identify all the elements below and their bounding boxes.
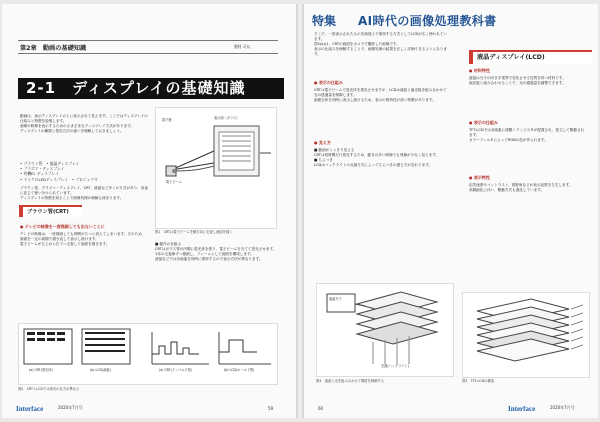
left-page: [2, 4, 296, 418]
bullet-2: • プラズマ・ディスプレイ: [20, 166, 65, 172]
author-name: 奥村 可仏: [234, 44, 251, 49]
right-issue: 2020年7月号: [550, 405, 575, 410]
right-text-1: そこで、一度表示されたものを画面上で保持する方式としてLCDが広く使われています。 図2(a)は、CRTの画面をカメラで撮影した画像です。 表示の仕組みを理解することで、画像処理の結果を正しく評価できるようになります。: [314, 32, 447, 56]
fig2-display-comparison: (a) CRT(発光体) (b) LCD(画素) (a) CRT(インパルス型) (b) LCD(ホールド型): [18, 323, 278, 385]
fig3-caption: 図3 TFT-LCDの構造: [462, 379, 495, 383]
right-page-number: 60: [318, 406, 324, 411]
right-text-4: 液晶は分子の向きを電界で変化させる性質を持つ材料です。 偏光板と組み合わせることで、光の通過量を調整できます。: [469, 76, 566, 85]
body-text-left-1: ブラウン管、プラズマ・ディスプレイ、CRT、液晶など多くの方式があり、用途に応じて使い分けられています。 ディスプレイの特徴を知ることで画像処理の理解も深まります。: [20, 186, 149, 200]
section-crt: ブラウン管(CRT): [19, 205, 82, 217]
fig4-caption: 図4 液晶と光を組み合わせて輝度を制御する: [316, 379, 385, 383]
right-subheading-2: ● 見え方: [314, 140, 331, 145]
sub-display: ● 表示の仕組み: [469, 120, 498, 125]
bullet-4: • マイクロLEDディスプレイ • プロジェクタ: [20, 176, 98, 182]
chapter-label: 第2章 動画の基礎知識: [20, 45, 87, 52]
right-page: [304, 4, 598, 418]
left-issue: 2020年7月号: [58, 405, 83, 410]
body-text-left-3: ■ 動作の仕組み CRTはガラス管の内側に蛍光体を塗り、電子ビームを当てて発光させます。 1本の走査線ずつ描画し、フレームとして画面を構成します。 液晶などでは各画素を同時に保持するので表示方法が異なります。: [155, 242, 277, 261]
fig2-caption: 図2 CRTとLCDでは発光の仕方が異なる: [18, 387, 80, 391]
page-title: 2-1 ディスプレイの基礎知識: [18, 78, 284, 99]
feature-title: AI時代の画像処理教科書: [358, 14, 497, 28]
intro-text: 動画は、表示ディスプレイの上に表示されて見えます。ここではディスプレイの仕組みと特徴を説明します。 画像や映像を表示するためのさまざまなディスプレイ方式があります。 ディスプレイの種類と発光方法の違いを理解しておきましょう。: [20, 114, 148, 133]
display-list: [20, 161, 140, 182]
right-text-5: TFT-LCDでは各画素に薄膜トランジスタが配置され、独立して駆動されます。 カラーフィルタによってRGBの色が作られます。: [469, 128, 585, 142]
body-text-left-2: テレビの映像は、一度描画しても時間がたつと消えてしまいます。そのため、画面を一定の周期で描き直して表示し続けます。 電子ビームが左上から右下へ走査して画面を描きます。: [20, 232, 146, 246]
fig1-crt-diagram: 電子銃 表示面（ガラス） 電子ビーム: [155, 107, 277, 229]
right-text-3: ■ 動画がくっきり見える CRTは短時間だけ発光するため、動きの多い映像でも残像が少なく見えます。 ■ ちらつき LCDはバックライトの点滅方式によってちらつきの感じ方が変わります。: [314, 148, 440, 167]
subheading-left: ● テレビの映像を一度描画しても出ないことに: [20, 224, 105, 229]
right-text-6: 応答速度やコントラスト、視野角などが表示品質を左右します。 高精細化に伴い、駆動方式も進化しています。: [469, 183, 573, 192]
fig3-tft-lcd-structure: [462, 292, 590, 378]
sub-material: ● 材料特性: [469, 68, 490, 73]
fig1-caption: 図1 CRTは電子ビームを横方向に走査し画面を描く: [155, 230, 233, 234]
section-lcd: 液晶ディスプレイ(LCD): [469, 50, 592, 64]
gutter: [296, 4, 304, 418]
fig4-lcd-light-diagram: 液晶分子 光源(バックライト): [316, 283, 454, 377]
bullet-3: • 有機EL ディスプレイ: [20, 171, 59, 177]
right-text-2: CRTは電子ビームで蛍光体を発光させますが、LCDは液晶と偏光板を組み合わせて光の透過量を制御します。 画面全体を同時に表示し続けるため、表示の保持性が高い特徴があります。: [314, 88, 447, 102]
sub-switch: ● 表示特性: [469, 175, 490, 180]
left-brand: Interface: [16, 405, 44, 413]
right-subheading-1: ● 表示の仕組み: [314, 80, 343, 85]
right-brand: Interface: [508, 405, 536, 413]
bullet-1: • ブラウン管 • 液晶ディスプレイ: [20, 161, 80, 166]
left-page-number: 59: [268, 406, 274, 411]
feature-label: 特集: [312, 14, 337, 28]
